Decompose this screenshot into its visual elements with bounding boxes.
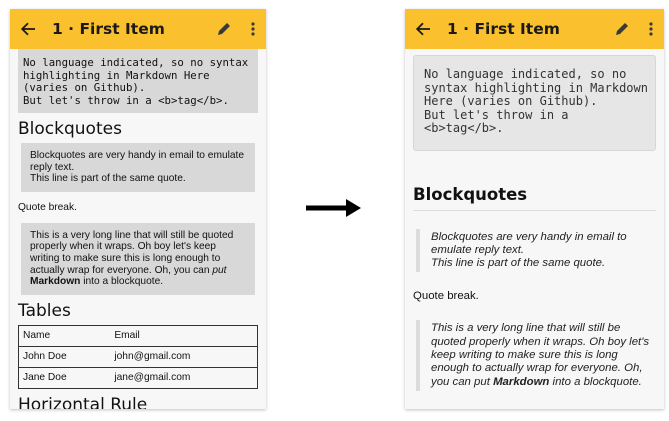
table-cell: john@gmail.com — [108, 346, 257, 367]
code-block: No language indicated, so no syntax highlighting in Markdown Here (varies on Github). But let's throw in a <b>tag</b>. — [18, 49, 258, 113]
more-vertical-icon[interactable] — [248, 19, 258, 39]
blockquote-line: Blockquotes are very handy in email to emulate reply text. — [431, 230, 627, 256]
quote-break-text: Quote break. — [18, 201, 77, 213]
table-cell: jane@gmail.com — [108, 367, 257, 388]
blockquotes-heading: Blockquotes — [18, 119, 122, 139]
table-header-cell: Email — [108, 325, 257, 346]
arrow-left-icon[interactable] — [18, 19, 38, 39]
markdown-table — [18, 325, 258, 389]
arrow-right-icon — [306, 198, 362, 218]
horizontal-rule-heading: Horizontal Rule — [18, 394, 148, 409]
more-vertical-icon[interactable] — [646, 19, 656, 39]
table-row — [19, 367, 258, 388]
blockquote-text: This is a very long line that will still be quoted properly when it wraps. Oh boy let's keep writing to make sure this is long enough to actually wrap for everyone. Oh, you can put Markdown into a blockquote. — [30, 229, 234, 288]
pencil-icon[interactable] — [214, 19, 234, 39]
markdown-content[interactable] — [10, 49, 266, 409]
pencil-icon[interactable] — [612, 19, 632, 39]
blockquote-line: Blockquotes are very handy in email to emulate reply text. — [30, 150, 245, 173]
code-block: No language indicated, so no syntax highlighting in Markdown Here (varies on Github). But let's throw in a <b>tag</b>. — [413, 55, 656, 151]
arrow-left-icon[interactable] — [413, 19, 433, 39]
blockquote-text: This is a very long line that will still be quoted properly when it wraps. Oh boy let's keep writing to make sure this is long enough to actually wrap for everyone. Oh, you can put Markdown into a blockquote. — [431, 322, 650, 388]
blockquotes-heading: Blockquotes — [413, 185, 656, 211]
table-header-row — [19, 325, 258, 346]
app-bar — [10, 9, 266, 49]
app-bar — [405, 9, 664, 49]
table-row — [19, 346, 258, 367]
blockquote-line: This line is part of the same quote. — [30, 173, 186, 185]
tables-heading: Tables — [18, 300, 71, 321]
after-screen — [405, 9, 664, 409]
blockquote — [416, 229, 656, 273]
page-title: 1 · First Item — [52, 20, 165, 38]
before-screen — [10, 9, 266, 409]
table-cell: Jane Doe — [19, 367, 109, 388]
page-title: 1 · First Item — [447, 20, 560, 38]
long-blockquote — [416, 320, 656, 390]
long-blockquote — [21, 223, 255, 295]
blockquote — [21, 143, 255, 192]
table-cell: John Doe — [19, 346, 109, 367]
quote-break-text: Quote break. — [413, 290, 479, 303]
blockquote-line: This line is part of the same quote. — [431, 257, 606, 270]
table-header-cell: Name — [19, 325, 109, 346]
markdown-content[interactable] — [405, 55, 664, 391]
